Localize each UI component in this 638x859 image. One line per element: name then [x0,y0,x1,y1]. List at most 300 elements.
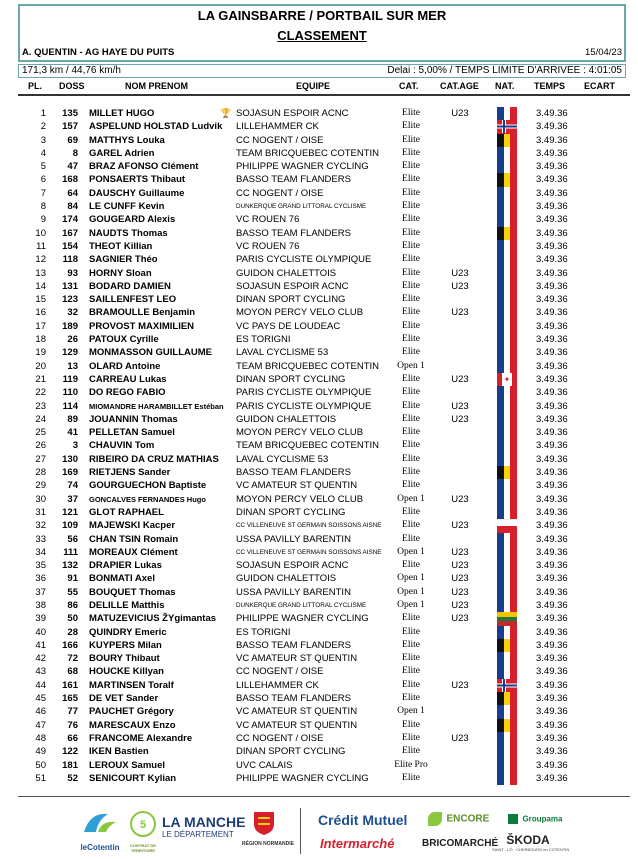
bib-cell: 37 [67,493,78,505]
category-cell: Elite [402,772,420,783]
contrat-text: CONTRAT DE TERRITOIRE [130,843,156,853]
flag-fra-icon [497,533,517,546]
rider-name-cell: GAREL Adrien [89,147,155,159]
rider-name-cell: BRAMOULLE Benjamin [89,307,196,319]
time-cell: 3.49.36 [536,320,568,332]
place-cell: 10 [35,227,46,239]
time-cell: 3.49.36 [536,373,568,385]
rider-name-cell: PAUCHET Grégory [89,706,174,718]
la-manche-subtitle: LE DÉPARTEMENT [162,830,234,839]
la-manche-logo [162,814,245,839]
place-cell: 24 [35,413,46,425]
team-cell: LILLEHAMMER CK [236,679,319,691]
flag-can-icon: ✦ [497,373,517,386]
table-row [0,479,638,492]
bib-cell: 161 [62,679,78,691]
place-cell: 47 [35,719,46,731]
bib-cell: 157 [62,121,78,133]
team-cell: LAVAL CYCLISME 53 [236,453,329,465]
groupama-leaf-icon [508,814,518,824]
place-cell: 2 [40,121,46,133]
table-row [0,466,638,479]
rider-name-cell: RIETJENS Sander [89,467,171,479]
bib-cell: 26 [67,334,78,346]
category-cell: Elite [402,533,420,544]
time-cell: 3.49.36 [536,187,568,199]
team-cell: SOJASUN ESPOIR ACNC [236,280,349,292]
table-row [0,439,638,452]
table-row [0,173,638,186]
team-cell: VC AMATEUR ST QUENTIN [236,706,358,718]
cotentin-text: leCotentin [80,843,120,852]
place-cell: 30 [35,493,46,505]
rider-name-cell: JOUANNIN Thomas [89,413,178,425]
time-cell: 3.49.36 [536,240,568,252]
age-category-cell: U23 [451,520,469,532]
team-cell: BASSO TEAM FLANDERS [236,693,351,705]
category-cell: Elite [402,387,420,398]
team-cell: GUIDON CHALETTOIS [236,267,337,279]
age-category-cell: U23 [451,546,469,558]
rider-name-cell: ASPELUND HOLSTAD Ludvik [89,121,223,133]
table-row [0,612,638,625]
time-cell: 3.49.36 [536,693,568,705]
table-row [0,306,638,319]
bib-cell: 121 [62,506,78,518]
bib-cell: 129 [62,347,78,359]
bib-cell: 111 [63,546,78,558]
category-cell: Elite [402,254,420,265]
rider-name-cell: HORNY Sloan [89,267,152,279]
bib-cell: 13 [67,360,78,372]
place-cell: 50 [35,759,46,771]
table-row [0,453,638,466]
team-cell: BASSO TEAM FLANDERS [236,639,351,651]
category-cell: Elite [402,320,420,331]
place-cell: 38 [35,599,46,611]
category-cell: Elite [402,693,420,704]
flag-fra-icon [497,759,517,772]
bib-cell: 135 [62,108,78,119]
place-cell: 3 [40,134,46,146]
flag-fra-icon [497,559,517,572]
team-cell: DINAN SPORT CYCLING [236,294,346,306]
place-cell: 51 [35,772,46,784]
rider-name-cell: SAGNIER Théo [89,254,158,266]
category-cell: Elite [402,294,420,305]
table-row [0,280,638,293]
bib-cell: 110 [62,387,78,399]
time-cell: 3.49.36 [536,294,568,306]
time-cell: 3.49.36 [536,214,568,226]
time-cell: 3.49.36 [536,666,568,678]
results-table [0,107,638,785]
flag-bel-icon [497,692,517,705]
rider-name-cell: MONMASSON GUILLAUME [89,347,212,359]
team-cell: CC NOGENT / OISE [236,732,324,744]
flag-fra-icon [497,732,517,745]
rider-name-cell: LEROUX Samuel [89,759,166,771]
team-cell: DUNKERQUE GRAND LITTORAL CYCLISME [236,601,367,609]
table-row [0,413,638,426]
team-cell: CC NOGENT / OISE [236,666,324,678]
table-row [0,147,638,160]
place-cell: 23 [35,400,46,412]
flag-fra-icon [497,346,517,359]
rider-name-cell: PELLETAN Samuel [89,427,175,439]
bib-cell: 132 [62,560,78,572]
team-cell: VC PAYS DE LOUDEAC [236,320,341,332]
table-row [0,360,638,373]
bib-cell: 3 [72,440,78,452]
flag-fra-icon [497,306,517,319]
table-row [0,719,638,732]
flag-fra-icon [497,493,517,506]
team-cell: MOYON PERCY VELO CLUB [236,307,364,319]
table-row [0,506,638,519]
bib-cell: 122 [62,746,78,758]
rider-name-cell: FRANCOME Alexandre [89,732,193,744]
team-cell: USSA PAVILLY BARENTIN [236,533,351,545]
table-row [0,187,638,200]
time-cell: 3.49.36 [536,121,568,133]
place-cell: 29 [35,480,46,492]
rider-name-cell: GONCALVES FERNANDES Hugo [89,494,206,504]
category-cell: Elite [402,334,420,345]
flag-fra-icon [497,386,517,399]
normandie-logo [242,810,294,847]
rider-name-cell: BONMATI Axel [89,573,155,585]
place-cell: 7 [40,187,46,199]
flag-fra-icon [497,626,517,639]
column-headers [0,81,638,93]
rider-name-cell: MARTINSEN Toralf [89,679,174,691]
category-cell: Elite [402,480,420,491]
cotentin-mark-icon [78,808,122,838]
place-cell: 39 [35,613,46,625]
contrat-logo [128,810,158,853]
table-row [0,533,638,546]
category-cell: Elite [402,427,420,438]
table-row [0,639,638,652]
rider-name-cell: DE VET Sander [89,693,159,705]
bib-cell: 84 [67,201,78,213]
col-header-name: NOM PRENOM [125,81,188,91]
place-cell: 32 [35,520,46,532]
age-category-cell: U23 [451,108,469,119]
category-cell: Elite [402,506,420,517]
age-category-cell: U23 [451,679,469,691]
flag-nor-icon [497,679,517,692]
table-row [0,426,638,439]
flag-fra-icon [497,546,517,559]
rider-name-cell: HOUCKE Killyan [89,666,164,678]
team-cell: ES TORIGNI [236,626,291,638]
category-cell: Open 1 [397,599,425,610]
team-cell: PHILIPPE WAGNER CYCLING [236,772,369,784]
team-cell: VC AMATEUR ST QUENTIN [236,719,358,731]
table-row [0,772,638,785]
category-cell: Elite [402,400,420,411]
rider-name-cell: DO REGO FABIO [89,387,166,399]
bib-cell: 56 [67,533,78,545]
rider-name-cell: DAUSCHY Guillaume [89,187,185,199]
table-row [0,586,638,599]
table-row [0,107,638,120]
category-cell: Open 1 [397,360,425,371]
age-category-cell: U23 [451,560,469,572]
team-cell: TEAM BRICQUEBEC COTENTIN [236,440,380,452]
team-cell: GUIDON CHALETTOIS [236,573,337,585]
flag-pol-icon [497,519,517,532]
table-row [0,559,638,572]
time-cell: 3.49.36 [536,573,568,585]
col-header-nat: NAT. [495,81,515,91]
time-cell: 3.49.36 [536,653,568,665]
place-cell: 4 [40,147,46,159]
time-cell: 3.49.36 [536,134,568,146]
skoda-text: ŠKODA [506,833,550,847]
team-cell: ES TORIGNI [236,334,291,346]
rider-name-cell: THEOT Killian [89,240,153,252]
team-cell: MOYON PERCY VELO CLUB [236,427,364,439]
place-cell: 35 [35,560,46,572]
flag-fra-icon [497,293,517,306]
age-category-cell: U23 [451,573,469,585]
rider-name-cell: LE CUNFF Kevin [89,201,165,213]
rider-name-cell: PONSAERTS Thibaut [89,174,186,186]
bib-cell: 50 [67,613,78,625]
place-cell: 12 [35,254,46,266]
bib-cell: 52 [67,772,78,784]
flag-fra-icon [497,107,517,120]
rider-name-cell: DRAPIER Lukas [89,560,162,572]
place-cell: 13 [35,267,46,279]
bib-cell: 41 [67,427,78,439]
time-cell: 3.49.36 [536,759,568,771]
groupama-text: Groupama [522,814,563,824]
age-category-cell: U23 [451,267,469,279]
bib-cell: 131 [62,280,78,292]
team-cell: LAVAL CYCLISME 53 [236,347,329,359]
table-row [0,732,638,745]
table-row [0,386,638,399]
team-cell: SOJASUN ESPOIR ACNC [236,108,349,119]
bib-cell: 109 [62,520,78,532]
rider-name-cell: KUYPERS Milan [89,639,162,651]
flag-fra-icon [497,453,517,466]
rider-name-cell: MAJEWSKI Kacper [89,520,176,532]
bib-cell: 169 [62,467,78,479]
flag-fra-icon [497,506,517,519]
category-cell: Elite [402,214,420,225]
category-cell: Open 1 [397,546,425,557]
table-row [0,759,638,772]
flag-fra-icon [497,280,517,293]
normandie-text: RÉGION NORMANDIE [242,841,294,847]
time-cell: 3.49.36 [536,280,568,292]
sponsor-separator [300,808,301,854]
col-header-catage: CAT.AGE [440,81,479,91]
category-cell: Elite [402,560,420,571]
bib-cell: 118 [62,254,78,266]
rider-name-cell: CARREAU Lukas [89,373,167,385]
bib-cell: 130 [62,453,78,465]
flag-fra-icon [497,320,517,333]
flag-fra-icon [497,665,517,678]
bib-cell: 93 [67,267,78,279]
bib-cell: 123 [62,294,78,306]
time-cell: 3.49.36 [536,467,568,479]
header-divider [18,94,630,96]
flag-fra-icon [497,213,517,226]
bib-cell: 66 [67,732,78,744]
time-cell: 3.49.36 [536,493,568,505]
place-cell: 16 [35,307,46,319]
table-row [0,599,638,612]
flag-fra-icon [497,240,517,253]
time-cell: 3.49.36 [536,706,568,718]
age-category-cell: U23 [451,586,469,598]
rider-name-cell: MATTHYS Louka [89,134,165,146]
col-header-pl: PL. [28,81,43,91]
place-cell: 21 [35,373,46,385]
flag-fra-icon [497,772,517,785]
flag-bel-icon [497,719,517,732]
distance-speed: 171,3 km / 44,76 km/h [22,65,121,76]
table-row [0,626,638,639]
team-cell: BASSO TEAM FLANDERS [236,467,351,479]
place-cell: 5 [40,161,46,173]
bricomarche-logo: BRICOMARCHÉ [422,838,499,849]
team-cell: PHILIPPE WAGNER CYCLING [236,161,369,173]
table-row [0,200,638,213]
place-cell: 41 [35,639,46,651]
team-cell: CC VILLENEUVE ST GERMAIN SOISSONS AISNE [236,548,382,556]
bib-cell: 174 [62,214,78,226]
bib-cell: 167 [62,227,78,239]
flag-bel-icon [497,639,517,652]
category-cell: Elite [402,307,420,318]
bib-cell: 77 [67,706,78,718]
table-row [0,692,638,705]
rider-name-cell: GLOT RAPHAEL [89,506,164,518]
team-cell: LILLEHAMMER CK [236,121,319,133]
table-row [0,213,638,226]
team-cell: BASSO TEAM FLANDERS [236,174,351,186]
rider-name-cell: CHAN TSIN Romain [89,533,179,545]
rider-name-cell: BRAZ AFONSO Clément [89,161,199,173]
category-cell: Elite [402,280,420,291]
time-cell: 3.49.36 [536,772,568,784]
rider-name-cell: GOUGEARD Alexis [89,214,176,226]
table-row [0,240,638,253]
skoda-logo [492,833,570,852]
time-cell: 3.49.36 [536,506,568,518]
flag-fra-icon [497,400,517,413]
place-cell: 43 [35,666,46,678]
header-box [18,4,626,62]
rider-name-cell: GOURGUECHON Baptiste [89,480,207,492]
bib-cell: 72 [67,653,78,665]
flag-bel-icon [497,466,517,479]
place-cell: 48 [35,732,46,744]
place-cell: 44 [35,679,46,691]
classement-heading: CLASSEMENT [277,28,367,43]
rider-name-cell: IKEN Bastien [89,746,149,758]
rider-name-cell: OLARD Antoine [89,360,161,372]
place-cell: 14 [35,280,46,292]
team-cell: USSA PAVILLY BARENTIN [236,586,351,598]
place-cell: 27 [35,453,46,465]
table-row [0,253,638,266]
category-cell: Open 1 [397,586,425,597]
flag-ltu-icon [497,612,517,625]
time-cell: 3.49.36 [536,440,568,452]
time-cell: 3.49.36 [536,347,568,359]
encore-leaf-icon [428,812,442,826]
age-category-cell: U23 [451,732,469,744]
category-cell: Elite [402,187,420,198]
col-header-gap: ECART [584,81,615,91]
place-cell: 31 [35,506,46,518]
place-cell: 28 [35,467,46,479]
normandie-shield-icon [252,810,276,836]
flag-bel-icon [497,173,517,186]
svg-text:5: 5 [139,819,147,831]
category-cell: Elite [402,347,420,358]
category-cell: Elite [402,520,420,531]
team-cell: PARIS CYCLISTE OLYMPIQUE [236,254,372,266]
table-row [0,665,638,678]
flag-fra-icon [497,572,517,585]
team-cell: DUNKERQUE GRAND LITTORAL CYCLISME [236,203,367,211]
rider-name-cell: CHAUVIN Tom [89,440,155,452]
col-header-time: TEMPS [534,81,566,91]
table-row [0,679,638,692]
bib-cell: 89 [67,413,78,425]
place-cell: 9 [40,214,46,226]
bib-cell: 28 [67,626,78,638]
col-header-cat: CAT. [399,81,419,91]
team-cell: SOJASUN ESPOIR ACNC [236,560,349,572]
place-cell: 36 [35,573,46,585]
category-cell: Elite [402,666,420,677]
category-cell: Elite [402,227,420,238]
category-cell: Elite [402,653,420,664]
time-cell: 3.49.36 [536,679,568,691]
place-cell: 20 [35,360,46,372]
team-cell: CC VILLENEUVE ST GERMAIN SOISSONS AISNE [236,522,382,530]
race-date: 15/04/23 [585,47,622,58]
team-cell: VC AMATEUR ST QUENTIN [236,480,358,492]
category-cell: Elite Pro [394,759,428,770]
table-row [0,745,638,758]
category-cell: Open 1 [397,493,425,504]
place-cell: 40 [35,626,46,638]
place-cell: 33 [35,533,46,545]
age-category-cell: U23 [451,280,469,292]
flag-fra-icon [497,705,517,718]
table-row [0,546,638,559]
team-cell: CC NOGENT / OISE [236,134,324,146]
team-cell: PARIS CYCLISTE OLYMPIQUE [236,387,372,399]
flag-fra-icon [497,586,517,599]
team-cell: DINAN SPORT CYCLING [236,746,346,758]
time-cell: 3.49.36 [536,586,568,598]
category-cell: Elite [402,453,420,464]
bib-cell: 166 [62,639,78,651]
